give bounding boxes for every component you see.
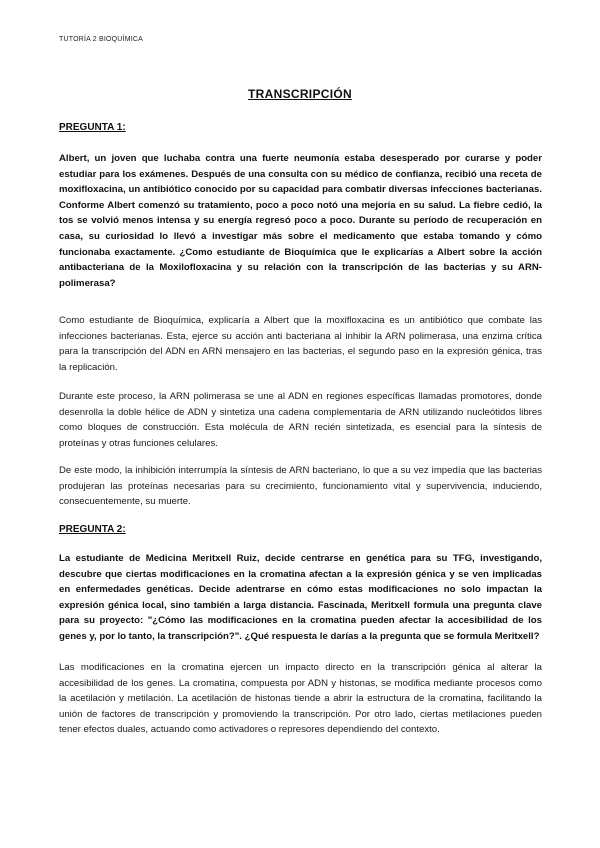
running-header: TUTORÍA 2 BIOQUÍMICA bbox=[59, 36, 143, 43]
question-1-answer-paragraph-1: Como estudiante de Bioquímica, explicaría a Albert que la moxifloxacina es un antibiótico que combate las infecciones bacterianas. Esta, ejerce su acción anti bacteriana al inhibir la ARN polimerasa, una enzima crítica para la transcripción del ADN en ARN mensajero en las bacterias, el segundo paso en la expresión génica, tras la replicación. bbox=[59, 315, 542, 373]
page-title: TRANSCRIPCIÓN bbox=[248, 87, 352, 101]
question-1-answer-paragraph-3: De este modo, la inhibición interrumpía la síntesis de ARN bacteriano, lo que a su vez impedía que las bacterias produjeran las proteínas necesarias para su crecimiento, funcionamiento vital y supervivencia, induciendo, consecuentemente, su muerte. bbox=[59, 465, 542, 508]
question-1-heading: PREGUNTA 1: bbox=[59, 122, 126, 133]
question-2-heading: PREGUNTA 2: bbox=[59, 524, 126, 535]
question-2-prompt: La estudiante de Medicina Meritxell Ruiz, decide centrarse en genética para su TFG, investigando, descubre que ciertas modificaciones en la cromatina afectan a la expresión génica y se ven implicadas en enfermedades genéticas. Decide adentrarse en cómo estas modificaciones no solo impactan la expresión génica local, sino también a larga distancia. Fascinada, Meritxell formula una pregunta clave para su proyecto: "¿Cómo las modificaciones en la cromatina pueden afectar la accesibilidad de los genes y, por lo tanto, la transcripción?". ¿Qué respuesta le darías a la pregunta que se formula Meritxell? bbox=[59, 553, 542, 642]
question-2-answer-paragraph-1: Las modificaciones en la cromatina ejercen un impacto directo en la transcripción génica al alterar la accesibilidad de los genes. La cromatina, compuesta por ADN y histonas, se modifica mediante procesos como la acetilación y metilación. La acetilación de histonas tiende a abrir la estructura de la cromatina, facilitando la unión de factores de transcripción y promoviendo la transcripción. Por otro lado, ciertas metilaciones pueden tener efectos duales, actuando como activadores o represores dependiendo del contexto. bbox=[59, 662, 542, 736]
question-1-prompt: Albert, un joven que luchaba contra una fuerte neumonía estaba desesperado por curarse y poder estudiar para los exámenes. Después de una consulta con su médico de confianza, recibió una receta de moxifloxacina, un antibiótico conocido por su capacidad para combatir diversas infecciones bacterianas. Conforme Albert comenzó su tratamiento, poco a poco notó una mejoría en su salud. La fiebre cedió, la tos se volvió menos intensa y su energía regresó poco a poco. Durante su período de recuperación en casa, su curiosidad lo llevó a investigar más sobre el medicamento que estaba tomando y cómo funcionaba exactamente. ¿Como estudiante de Bioquímica que le explicarías a Albert sobre la acción antibacteriana de la Moxilofloxacina y su relación con la transcripción de las bacterias y su ARN-polimerasa? bbox=[59, 153, 542, 289]
question-1-answer-paragraph-2: Durante este proceso, la ARN polimerasa se une al ADN en regiones específicas llamadas promotores, donde desenrolla la doble hélice de ADN y sintetiza una cadena complementaria de ARN utilizando nucleótidos libres como bloques de construcción. Esta molécula de ARN recién sintetizada, es esencial para la síntesis de proteínas y otras funciones celulares. bbox=[59, 391, 542, 449]
